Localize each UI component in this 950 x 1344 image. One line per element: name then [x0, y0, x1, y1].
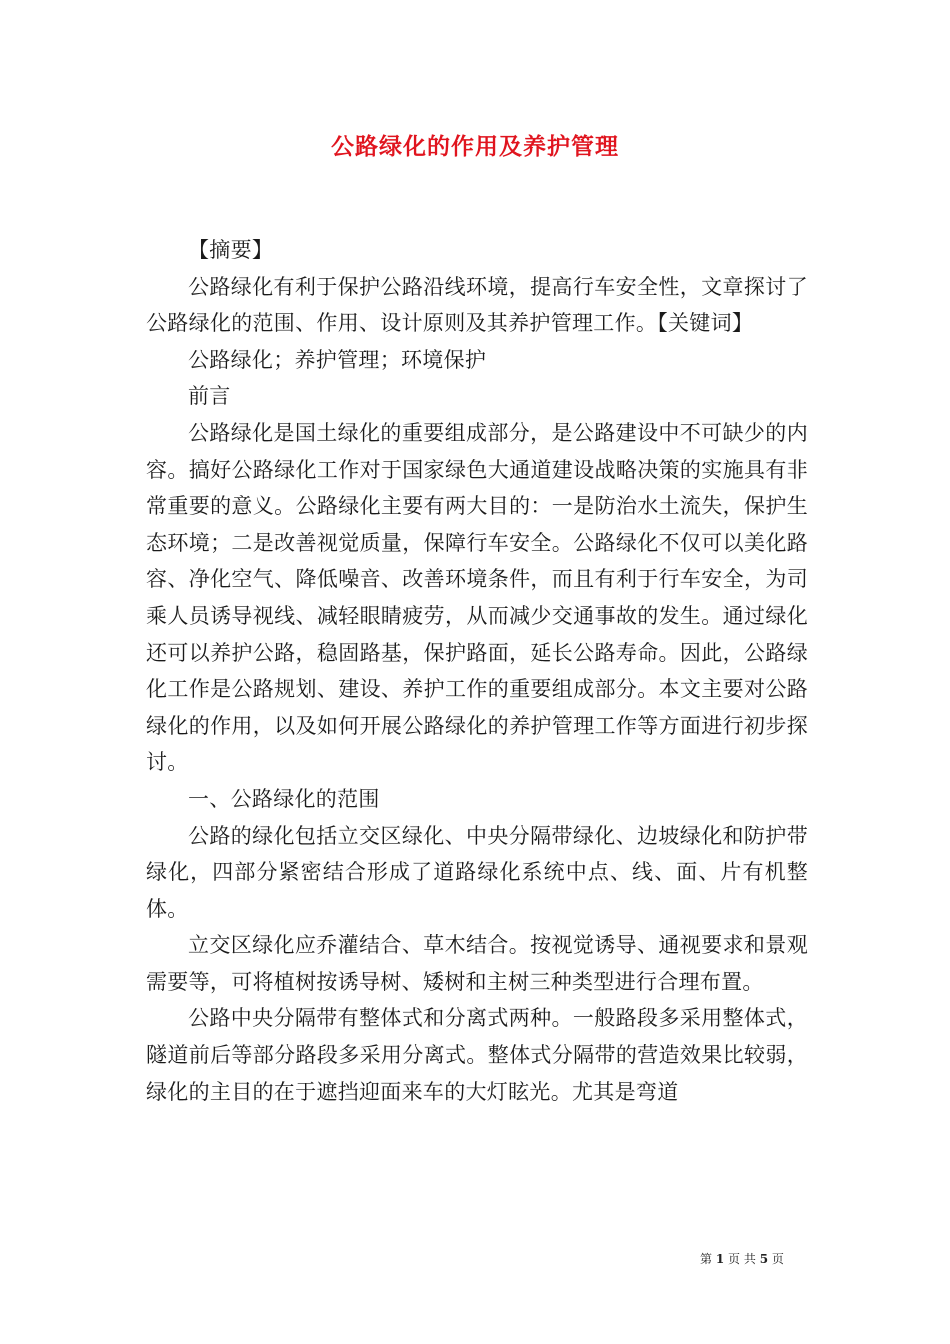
footer-current-page: 1	[715, 1252, 725, 1266]
preface-heading: 前言	[188, 384, 231, 409]
abstract-paragraph: 公路绿化有利于保护公路沿线环境，提高行车安全性，文章探讨了公路绿化的范围、作用、设计原则及其养护管理工作。【关键词】	[146, 274, 808, 336]
scope-paragraph: 公路的绿化包括立交区绿化、中央分隔带绿化、边坡绿化和防护带绿化，四部分紧密结合形成了道路绿化系统中点、线、面、片有机整体。	[146, 823, 808, 921]
footer-prefix: 第	[700, 1252, 713, 1266]
preface-paragraph: 公路绿化是国土绿化的重要组成部分，是公路建设中不可缺少的内容。搞好公路绿化工作对于国家绿色大通道建设战略决策的实施具有非常重要的意义。公路绿化主要有两大目的：一是防治水土流失，保护生态环境；二是改善视觉质量，保障行车安全。公路绿化不仅可以美化路容、净化空气、降低噪音、改善环境条件，而且有利于行车安全，为司乘人员诱导视线、减轻眼睛疲劳，从而减少交通事故的发生。通过绿化还可以养护公路，稳固路基，保护路面，延长公路寿命。因此，公路绿化工作是公路规划、建设、养护工作的重要组成部分。本文主要对公路绿化的作用，以及如何开展公路绿化的养护管理工作等方面进行初步探讨。	[146, 420, 808, 775]
document-body	[146, 232, 808, 1110]
section-heading-scope: 一、公路绿化的范围	[188, 786, 380, 811]
median-paragraph: 公路中央分隔带有整体式和分离式两种。一般路段多采用整体式，隧道前后等部分路段多采用分离式。整体式分隔带的营造效果比较弱，绿化的主目的在于遮挡迎面来车的大灯眩光。尤其是弯道	[146, 1006, 808, 1104]
page-number-footer	[700, 1250, 820, 1267]
footer-suffix: 页	[771, 1252, 784, 1266]
interchange-paragraph: 立交区绿化应乔灌结合、草木结合。按视觉诱导、通视要求和景观需要等，可将植树按诱导树、矮树和主树三种类型进行合理布置。	[146, 933, 808, 994]
keywords-paragraph: 公路绿化；养护管理；环境保护	[188, 347, 487, 372]
document-title: 公路绿化的作用及养护管理	[331, 133, 619, 160]
footer-total-pages: 5	[759, 1252, 769, 1266]
footer-middle: 页 共	[728, 1252, 756, 1266]
abstract-heading: 【摘要】	[188, 238, 274, 262]
